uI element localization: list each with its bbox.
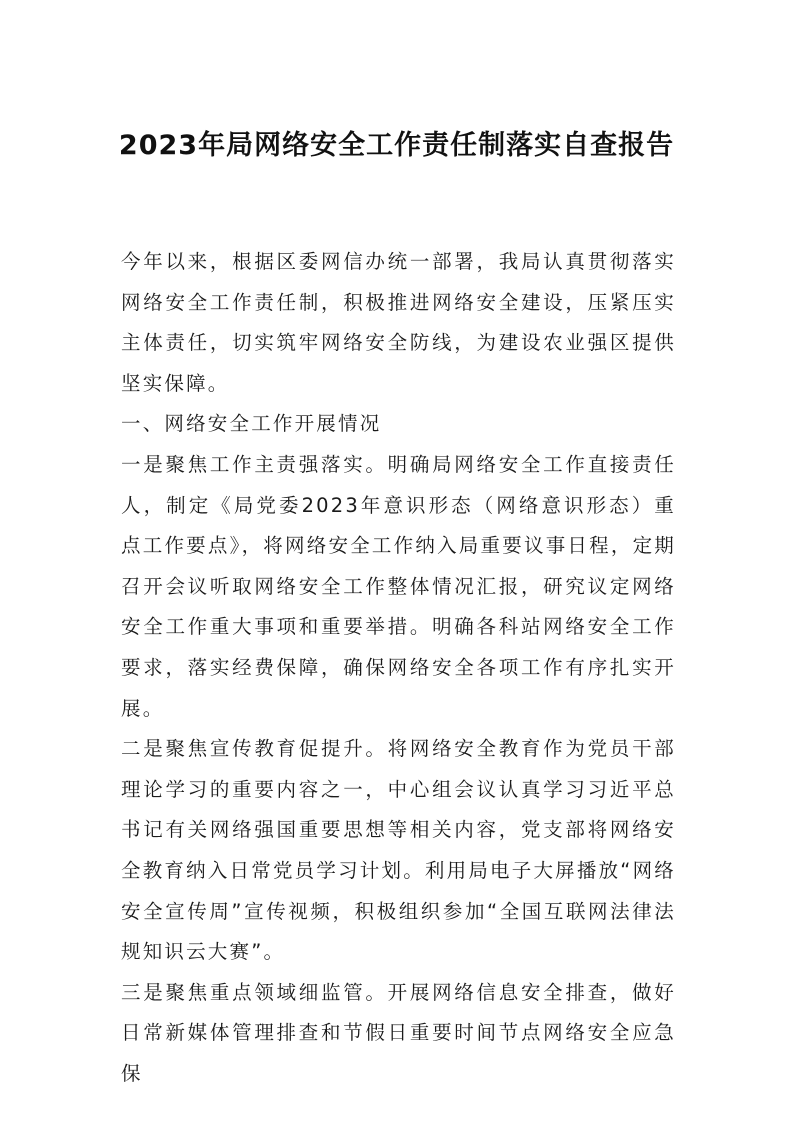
paragraph-point-1: 一是聚焦工作主责强落实。明确局网络安全工作直接责任人，制定《局党委2023年意识形态（网络意识形态）重点工作要点》，将网络安全工作纳入局重要议事日程，定期召开会议听取网络安全工作整体情况汇报，研究议定网络安全工作重大事项和重要举措。明确各科站网络安全工作要求，落实经费保障，确保网络安全各项工作有序扎实开展。 [121,452,676,720]
paragraph-point-3: 三是聚焦重点领域细监管。开展网络信息安全排查，做好日常新媒体管理排查和节假日重要时间节点网络安全应急保 [121,980,676,1085]
section-heading: 一、网络安全工作开展情况 [121,412,382,436]
document-body [121,242,676,1094]
paragraph-intro: 今年以来，根据区委网信办统一部署，我局认真贯彻落实网络安全工作责任制，积极推进网络安全建设，压紧压实主体责任，切实筑牢网络安全防线，为建设农业强区提供坚实保障。 [121,250,676,395]
document-title: 2023年局网络安全工作责任制落实自查报告 [118,130,675,161]
paragraph-point-2: 二是聚焦宣传教育促提升。将网络安全教育作为党员干部理论学习的重要内容之一，中心组会议认真学习习近平总书记有关网络强国重要思想等相关内容，党支部将网络安全教育纳入日常党员学习计划。利用局电子大屏播放“网络安全宣传周”宣传视频，积极组织参加“全国互联网法律法规知识云大赛”。 [121,737,676,964]
